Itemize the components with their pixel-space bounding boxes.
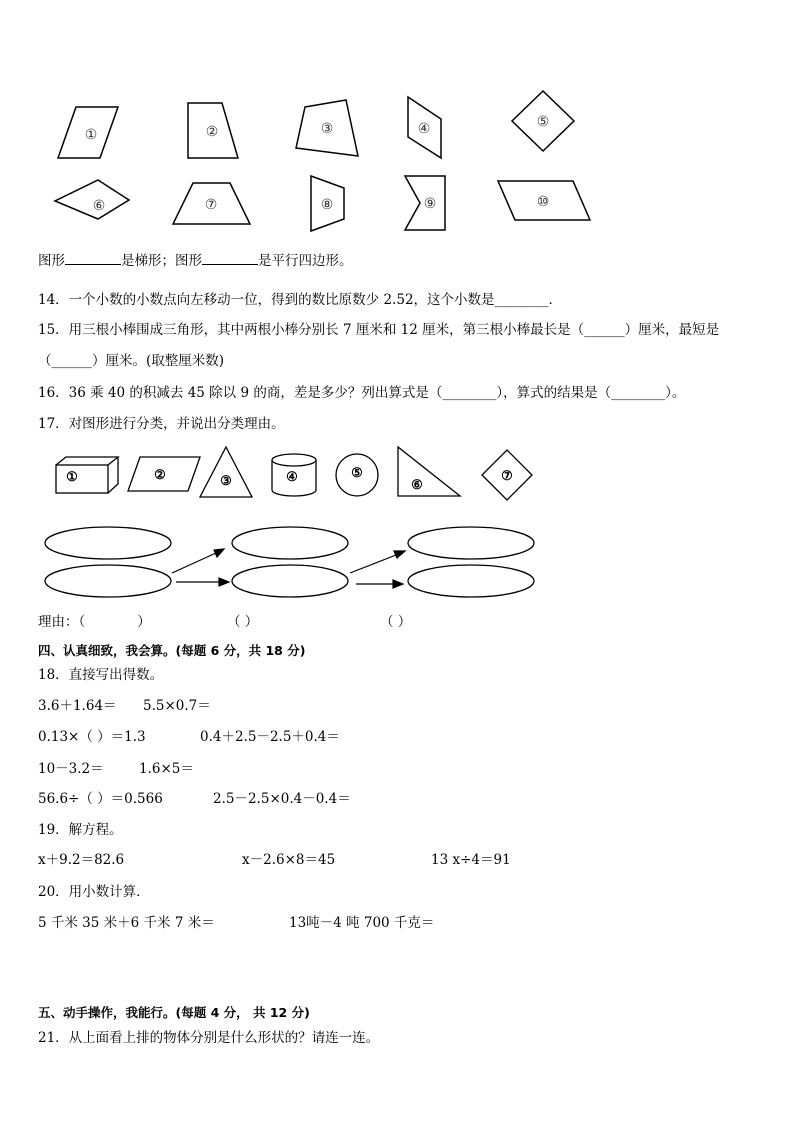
question-19: 19．解方程。: [38, 822, 123, 838]
question-21: 21．从上面看上排的物体分别是什么形状的？请连一连。: [38, 1030, 380, 1046]
shape-label-4: ④: [417, 121, 431, 137]
ellipse-right-bottom: [408, 565, 534, 597]
equation-3: 13 x÷4＝91: [431, 852, 511, 868]
question-20: 20．用小数计算．: [38, 884, 150, 900]
arrow-1: [172, 553, 216, 573]
q13-pre: 图形: [38, 253, 65, 269]
ellipse-left-top: [45, 527, 171, 559]
shape-right-triangle: [398, 447, 460, 496]
calc-1b: 5.5×0.7＝: [143, 698, 211, 714]
reason-3[interactable]: （ ）: [380, 614, 412, 630]
q17-label-4: ④: [286, 470, 298, 485]
shape-label-9: ⑨: [423, 196, 437, 212]
calc-2a: 0.13×（ ）＝1.3: [38, 729, 146, 745]
equation-1: x＋9.2＝82.6: [38, 852, 125, 868]
question-15-line-1: 15．用三根小棒围成三角形，其中两根小棒分别长 7 厘米和 12 厘米，第三根小棒最长是（______）厘米，最短是: [38, 322, 720, 338]
shape-label-8: ⑧: [320, 197, 334, 213]
q20-item-2: 13吨－4 吨 700 千克＝: [289, 915, 435, 931]
shape-label-1: ①: [84, 127, 98, 143]
reason-label: 理由：（: [38, 614, 86, 630]
shape-label-7: ⑦: [204, 197, 218, 213]
reason-close: ）: [137, 614, 151, 630]
q13-mid: 是梯形；图形: [121, 253, 202, 269]
question-18: 18．直接写出得数。: [38, 667, 164, 683]
section-5-heading: 五、动手操作，我能行。(每题 4 分， 共 12 分): [38, 1005, 310, 1020]
equation-2: x－2.6×8＝45: [242, 852, 336, 868]
shape-label-6: ⑥: [92, 198, 106, 214]
q17-label-2: ②: [154, 468, 166, 483]
shape-label-10: ⑩: [536, 194, 550, 210]
calc-3a: 10－3.2＝: [38, 761, 104, 777]
calc-3b: 1.6×5＝: [139, 761, 194, 777]
section-4-heading: 四、认真细致，我会算。(每题 6 分，共 18 分): [38, 643, 306, 658]
q17-label-3: ③: [220, 474, 232, 489]
reason-2[interactable]: （ ）: [227, 614, 259, 630]
q17-label-7: ⑦: [501, 469, 513, 484]
shapes-figure-q13: [0, 0, 794, 240]
calc-2b: 0.4＋2.5－2.5＋0.4＝: [200, 729, 340, 745]
question-17: 17．对图形进行分类，并说出分类理由。: [38, 416, 285, 432]
q17-label-5: ⑤: [351, 466, 363, 481]
q20-item-1: 5 千米 35 米＋6 千米 7 米＝: [38, 915, 215, 931]
q13-post: 是平行四边形。: [258, 253, 353, 269]
q17-label-1: ①: [66, 470, 78, 485]
q13-blank-1[interactable]: [65, 250, 121, 265]
ellipse-left-bottom: [45, 565, 171, 597]
question-15-line-2: （______）厘米。(取整厘米数): [38, 353, 225, 369]
calc-1a: 3.6＋1.64＝: [38, 698, 117, 714]
shape-label-2: ②: [205, 124, 219, 140]
question-14: 14．一个小数的小数点向左移动一位，得到的数比原数少 2.52，这个小数是________．: [38, 292, 563, 308]
calc-4a: 56.6÷（ ）＝0.566: [38, 791, 163, 807]
reason-1: [38, 613, 151, 631]
arrow-3: [350, 555, 396, 573]
question-16: 16．36 乘 40 的积减去 45 除以 9 的商，差是多少？列出算式是（________），算式的结果是（________）。: [38, 385, 686, 401]
q13-blank-2[interactable]: [202, 250, 258, 265]
shape-label-5: ⑤: [536, 114, 550, 130]
shape-label-3: ③: [320, 121, 334, 137]
shape-triangle: [200, 447, 252, 497]
classification-figure-q17: [0, 440, 794, 610]
q13-line: [38, 250, 353, 270]
q17-label-6: ⑥: [411, 478, 423, 493]
calc-4b: 2.5－2.5×0.4－0.4＝: [213, 791, 351, 807]
ellipse-mid-bottom: [232, 565, 348, 597]
ellipse-mid-top: [232, 527, 348, 559]
ellipse-right-top: [408, 527, 534, 559]
